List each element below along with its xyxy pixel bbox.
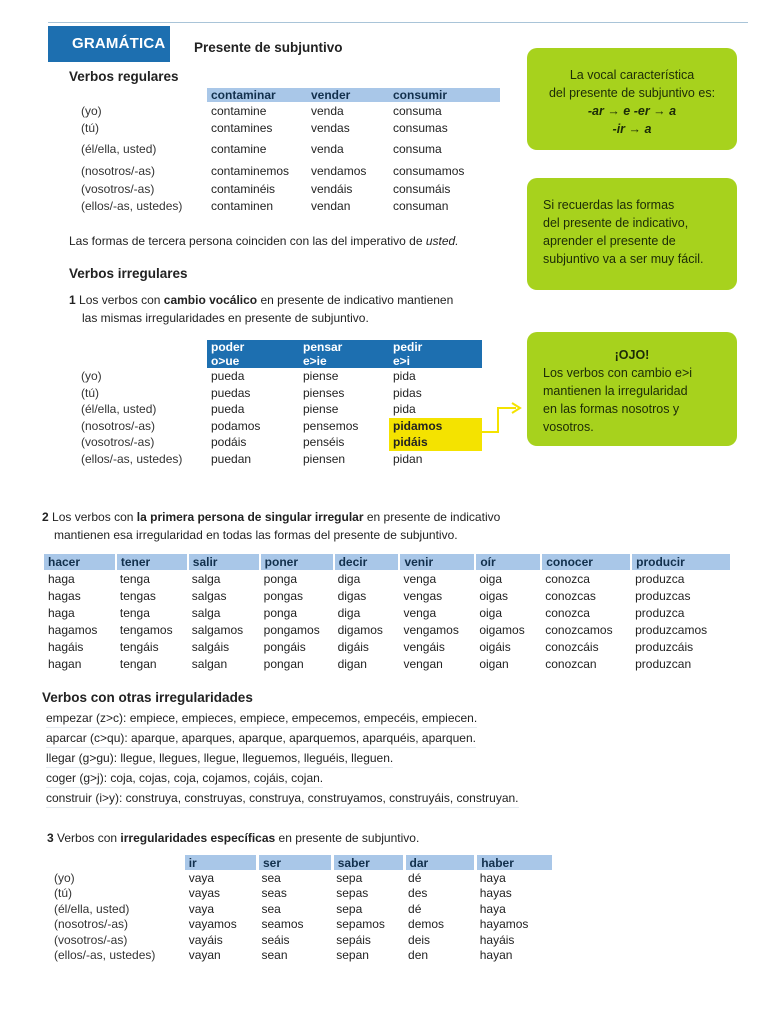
table-row	[69, 180, 500, 197]
top-rule	[48, 22, 748, 23]
conjugation-cell: vengáis	[403, 639, 445, 654]
box1-line1: La vocal característica	[569, 68, 695, 82]
person-label: (él/ella, usted)	[54, 901, 130, 916]
conjugation-cell: des	[408, 886, 428, 901]
item1-line1	[69, 293, 453, 307]
conjugation-cell: hayas	[479, 886, 512, 901]
conjugation-cell: den	[408, 948, 429, 963]
person-label: (yo)	[81, 103, 102, 118]
col-hacer: hacer	[44, 554, 116, 570]
table-row	[44, 638, 731, 655]
conjugation-cell: dé	[408, 870, 422, 885]
conjugation-cell: conozca	[545, 605, 590, 620]
irregulares-table	[77, 340, 482, 467]
conjugation-cell: hayan	[479, 948, 513, 963]
conjugation-cell: venga	[403, 605, 437, 620]
conjugation-cell: oigáis	[479, 639, 511, 654]
conjugation-cell: pueda	[211, 402, 245, 417]
conjugation-cell: hagáis	[48, 639, 84, 654]
regulares-note	[69, 234, 459, 248]
conjugation-cell: salga	[191, 571, 221, 586]
conjugation-cell: consumas	[393, 120, 448, 135]
col-ser: ser	[258, 855, 333, 870]
item1-text-c: en presente de indicativo mantienen	[260, 293, 454, 307]
col-haber: haber	[476, 855, 554, 870]
highlighted-cell: pidamos	[389, 418, 482, 435]
box1-line4: -ir → a	[612, 122, 652, 136]
conjugation-cell: conozca	[545, 571, 590, 586]
person-label: (vosotros/-as)	[81, 181, 155, 196]
conjugation-cell: pida	[393, 402, 416, 417]
conjugation-cell: hagas	[48, 588, 81, 603]
table-row	[50, 932, 554, 948]
conjugation-cell: pensemos	[303, 418, 359, 433]
table-row	[69, 102, 500, 119]
table-row	[44, 655, 731, 672]
col-salir: salir	[188, 554, 260, 570]
conjugation-cell: digamos	[337, 622, 383, 637]
conjugation-cell: sea	[261, 870, 281, 885]
otras-line: aparcar (c>qu): aparque, aparques, aparque, aparquemos, aparquéis, aparquen.	[46, 731, 476, 748]
section2-line1	[42, 510, 500, 524]
conjugation-cell: vayas	[188, 886, 221, 901]
conjugation-cell: produzcan	[635, 656, 692, 671]
conjugation-cell: vayamos	[188, 917, 237, 932]
conjugation-cell: produzca	[635, 605, 685, 620]
conjugation-cell: tengas	[119, 588, 156, 603]
conjugation-cell: pongan	[263, 656, 304, 671]
otras-line: llegar (g>gu): llegue, llegues, llegue, lleguemos, lleguéis, lleguen.	[46, 751, 393, 768]
conjugation-cell: haga	[48, 605, 75, 620]
conjugation-cell: consumamos	[393, 163, 465, 178]
table-row	[77, 451, 482, 468]
conjugation-cell: conozcamos	[545, 622, 613, 637]
person-label: (tú)	[81, 385, 99, 400]
person-label: (ellos/-as, ustedes)	[81, 198, 183, 213]
connector-arrow-icon	[440, 400, 522, 440]
table-row	[44, 621, 731, 638]
conjugation-cell: vendan	[311, 198, 351, 213]
table-row	[50, 901, 554, 917]
conjugation-cell: penséis	[303, 435, 345, 450]
col-vender: vender	[307, 88, 389, 102]
box3-line4: vosotros.	[543, 420, 594, 434]
table-row	[50, 870, 554, 886]
conjugation-cell: venga	[403, 571, 437, 586]
conjugation-cell: puedan	[211, 451, 252, 466]
col-conocer: conocer	[541, 554, 631, 570]
conjugation-cell: salgan	[191, 656, 228, 671]
table-row	[77, 434, 482, 451]
conjugation-cell: vaya	[188, 870, 215, 885]
item1-number: 1	[69, 293, 76, 307]
col-dar: dar	[404, 855, 476, 870]
conjugation-cell: sepa	[336, 870, 363, 885]
conjugation-cell: seamos	[261, 917, 304, 932]
regulares-table	[69, 88, 500, 214]
conjugation-cell: demos	[408, 917, 445, 932]
conjugation-cell: contamine	[211, 103, 267, 118]
conjugation-cell: salgas	[191, 588, 227, 603]
table-row	[44, 604, 731, 621]
box3-line3: en las formas nosotros y	[543, 402, 680, 416]
irregulares-heading: Verbos irregulares	[69, 266, 188, 281]
conjugation-cell: vengan	[403, 656, 443, 671]
item1-text-a: Los verbos con	[79, 293, 161, 307]
conjugation-cell: ponga	[263, 605, 298, 620]
col-venir: venir	[399, 554, 475, 570]
col-poner: poner	[260, 554, 334, 570]
section3-text-c: en presente de subjuntivo.	[278, 831, 420, 845]
conjugation-cell: seas	[261, 886, 287, 901]
conjugation-cell: seáis	[261, 932, 290, 947]
box2-line3: aprender el presente de	[543, 234, 676, 248]
conjugation-cell: vengamos	[403, 622, 459, 637]
otras-line: empezar (z>c): empiece, empieces, empiece, empecemos, empecéis, empiecen.	[46, 711, 477, 728]
conjugation-cell: vaya	[188, 901, 215, 916]
col-ir: ir	[185, 855, 258, 870]
conjugation-cell: produzcamos	[635, 622, 708, 637]
person-label: (ellos/-as, ustedes)	[81, 451, 183, 466]
conjugation-cell: vayan	[188, 948, 221, 963]
section3-text-bold: irregularidades específicas	[120, 831, 276, 845]
conjugation-cell: consuma	[393, 103, 442, 118]
person-label: (nosotros/-as)	[54, 917, 129, 932]
conjugation-cell: oiga	[479, 605, 503, 620]
box3-line1: Los verbos con cambio e>i	[543, 366, 693, 380]
table-row	[44, 587, 731, 604]
conjugation-cell: podáis	[211, 435, 247, 450]
table-row	[50, 917, 554, 933]
conjugation-cell: contaminen	[211, 198, 274, 213]
conjugation-cell: hayamos	[479, 917, 529, 932]
conjugation-cell: tengamos	[119, 622, 173, 637]
conjugation-cell: pueda	[211, 369, 245, 384]
section3-number: 3	[47, 831, 54, 845]
conjugation-cell: pida	[393, 369, 416, 384]
col-consumir: consumir	[389, 88, 500, 102]
conjugation-cell: digáis	[337, 639, 369, 654]
box2-line1: Si recuerdas las formas	[543, 198, 675, 212]
section3-line	[47, 831, 419, 845]
box2-line4: subjuntivo va a ser muy fácil.	[543, 252, 704, 266]
ojo-box	[527, 332, 737, 446]
conjugation-cell: ponga	[263, 571, 298, 586]
table-row	[77, 385, 482, 402]
conjugation-cell: oigan	[479, 656, 509, 671]
conjugation-cell: produzcáis	[635, 639, 694, 654]
conjugation-cell: sea	[261, 901, 281, 916]
otras-line: coger (g>j): coja, cojas, coja, cojamos, cojáis, cojan.	[46, 771, 323, 788]
conjugation-cell: puedas	[211, 385, 251, 400]
vocal-info-box	[527, 48, 737, 150]
conjugation-cell: venda	[311, 141, 344, 156]
conjugation-cell: digan	[337, 656, 367, 671]
box1-line2: del presente de subjuntivo es:	[548, 86, 716, 100]
conjugation-cell: contaminemos	[211, 163, 290, 178]
table-row	[50, 948, 554, 964]
conjugation-cell: diga	[337, 571, 361, 586]
table-row	[77, 368, 482, 385]
conjugation-cell: oigamos	[479, 622, 525, 637]
table-row	[77, 418, 482, 435]
person-label: (él/ella, usted)	[81, 402, 157, 417]
conjugation-cell: piense	[303, 402, 339, 417]
col-saber: saber	[332, 855, 404, 870]
section3-table	[50, 855, 555, 963]
conjugation-cell: pidas	[393, 385, 422, 400]
conjugation-cell: oigas	[479, 588, 509, 603]
conjugation-cell: digas	[337, 588, 367, 603]
conjugation-cell: consumáis	[393, 181, 451, 196]
conjugation-cell: pongáis	[263, 639, 306, 654]
change-e-i: e>i	[389, 354, 482, 368]
conjugation-cell: dé	[408, 901, 422, 916]
item1-text-bold: cambio vocálico	[163, 293, 258, 307]
section2-line2: mantienen esa irregularidad en todas las formas del presente de subjuntivo.	[54, 528, 458, 542]
conjugation-cell: pongas	[263, 588, 304, 603]
col-pedir: pedir	[389, 340, 482, 354]
box1-line3: -ar → e -er → a	[587, 104, 677, 118]
conjugation-cell: contamine	[211, 141, 267, 156]
table-row	[44, 570, 731, 587]
col-decir: decir	[334, 554, 400, 570]
note-emphasis: usted.	[425, 234, 459, 248]
conjugation-cell: hayáis	[479, 932, 515, 947]
conjugation-cell: conozcas	[545, 588, 596, 603]
table-row	[69, 161, 500, 180]
conjugation-cell: diga	[337, 605, 361, 620]
conjugation-cell: salga	[191, 605, 221, 620]
person-label: (yo)	[81, 369, 102, 384]
conjugation-cell: tengáis	[119, 639, 159, 654]
conjugation-cell: sepan	[336, 948, 369, 963]
person-label: (tú)	[54, 886, 72, 901]
table-row	[69, 136, 500, 161]
tip-box	[527, 178, 737, 290]
col-contaminar: contaminar	[207, 88, 307, 102]
change-e-ie: e>ie	[299, 354, 389, 368]
section3-text-a: Verbos con	[57, 831, 118, 845]
conjugation-cell: pongamos	[263, 622, 320, 637]
col-poder: poder	[207, 340, 299, 354]
conjugation-cell: venda	[311, 103, 344, 118]
item1-line2: las mismas irregularidades en presente de subjuntivo.	[82, 311, 369, 325]
section2-text-c: en presente de indicativo	[366, 510, 501, 524]
highlighted-cell: pidáis	[389, 434, 482, 451]
conjugation-cell: deis	[408, 932, 431, 947]
col-producir: producir	[631, 554, 731, 570]
conjugation-cell: sepamos	[336, 917, 385, 932]
ojo-title: ¡OJO!	[614, 348, 650, 362]
otras-line: construir (i>y): construya, construyas, construya, construyamos, construyáis, construyan.	[46, 791, 519, 808]
conjugation-cell: sean	[261, 948, 288, 963]
section2-text-bold: la primera persona de singular irregular	[136, 510, 364, 524]
regulares-heading: Verbos regulares	[69, 69, 179, 84]
conjugation-cell: vendamos	[311, 163, 367, 178]
change-o-ue: o>ue	[207, 354, 299, 368]
conjugation-cell: tenga	[119, 571, 150, 586]
conjugation-cell: haya	[479, 901, 506, 916]
conjugation-cell: vayáis	[188, 932, 223, 947]
conjugation-cell: salgamos	[191, 622, 244, 637]
person-label: (yo)	[54, 870, 75, 885]
section2-text-a: Los verbos con	[52, 510, 134, 524]
conjugation-cell: podamos	[211, 418, 261, 433]
section2-table	[44, 554, 732, 672]
conjugation-cell: consuman	[393, 198, 449, 213]
conjugation-cell: salgáis	[191, 639, 230, 654]
conjugation-cell: sepas	[336, 886, 369, 901]
conjugation-cell: piense	[303, 369, 339, 384]
conjugation-cell: vengas	[403, 588, 443, 603]
conjugation-cell: pidan	[393, 451, 423, 466]
box2-line2: del presente de indicativo,	[543, 216, 689, 230]
conjugation-cell: oiga	[479, 571, 503, 586]
conjugation-cell: pienses	[303, 385, 345, 400]
person-label: (nosotros/-as)	[81, 163, 156, 178]
page-title: Presente de subjuntivo	[194, 40, 343, 55]
otras-heading: Verbos con otras irregularidades	[42, 690, 253, 705]
person-label: (vosotros/-as)	[54, 932, 128, 947]
conjugation-cell: vendáis	[311, 181, 353, 196]
section-badge: GRAMÁTICA	[48, 26, 170, 62]
conjugation-cell: conozcáis	[545, 639, 599, 654]
conjugation-cell: sepáis	[336, 932, 371, 947]
table-row	[69, 197, 500, 214]
note-text: Las formas de tercera persona coinciden con las del imperativo de	[69, 234, 423, 248]
col-or: oír	[475, 554, 541, 570]
conjugation-cell: piensen	[303, 451, 346, 466]
conjugation-cell: produzca	[635, 571, 685, 586]
conjugation-cell: tengan	[119, 656, 157, 671]
conjugation-cell: haga	[48, 571, 75, 586]
conjugation-cell: consuma	[393, 141, 442, 156]
conjugation-cell: produzcas	[635, 588, 691, 603]
col-tener: tener	[116, 554, 188, 570]
person-label: (ellos/-as, ustedes)	[54, 948, 156, 963]
conjugation-cell: haya	[479, 870, 506, 885]
conjugation-cell: hagan	[48, 656, 82, 671]
conjugation-cell: contaminéis	[211, 181, 276, 196]
conjugation-cell: vendas	[311, 120, 350, 135]
conjugation-cell: hagamos	[48, 622, 98, 637]
person-label: (tú)	[81, 120, 99, 135]
table-row	[77, 401, 482, 418]
person-label: (nosotros/-as)	[81, 418, 156, 433]
conjugation-cell: tenga	[119, 605, 150, 620]
conjugation-cell: conozcan	[545, 656, 597, 671]
conjugation-cell: contamines	[211, 120, 273, 135]
col-pensar: pensar	[299, 340, 389, 354]
box3-line2: mantienen la irregularidad	[543, 384, 688, 398]
table-row	[69, 119, 500, 136]
conjugation-cell: sepa	[336, 901, 363, 916]
table-row	[50, 886, 554, 902]
person-label: (él/ella, usted)	[81, 141, 157, 156]
section2-number: 2	[42, 510, 49, 524]
person-label: (vosotros/-as)	[81, 435, 155, 450]
